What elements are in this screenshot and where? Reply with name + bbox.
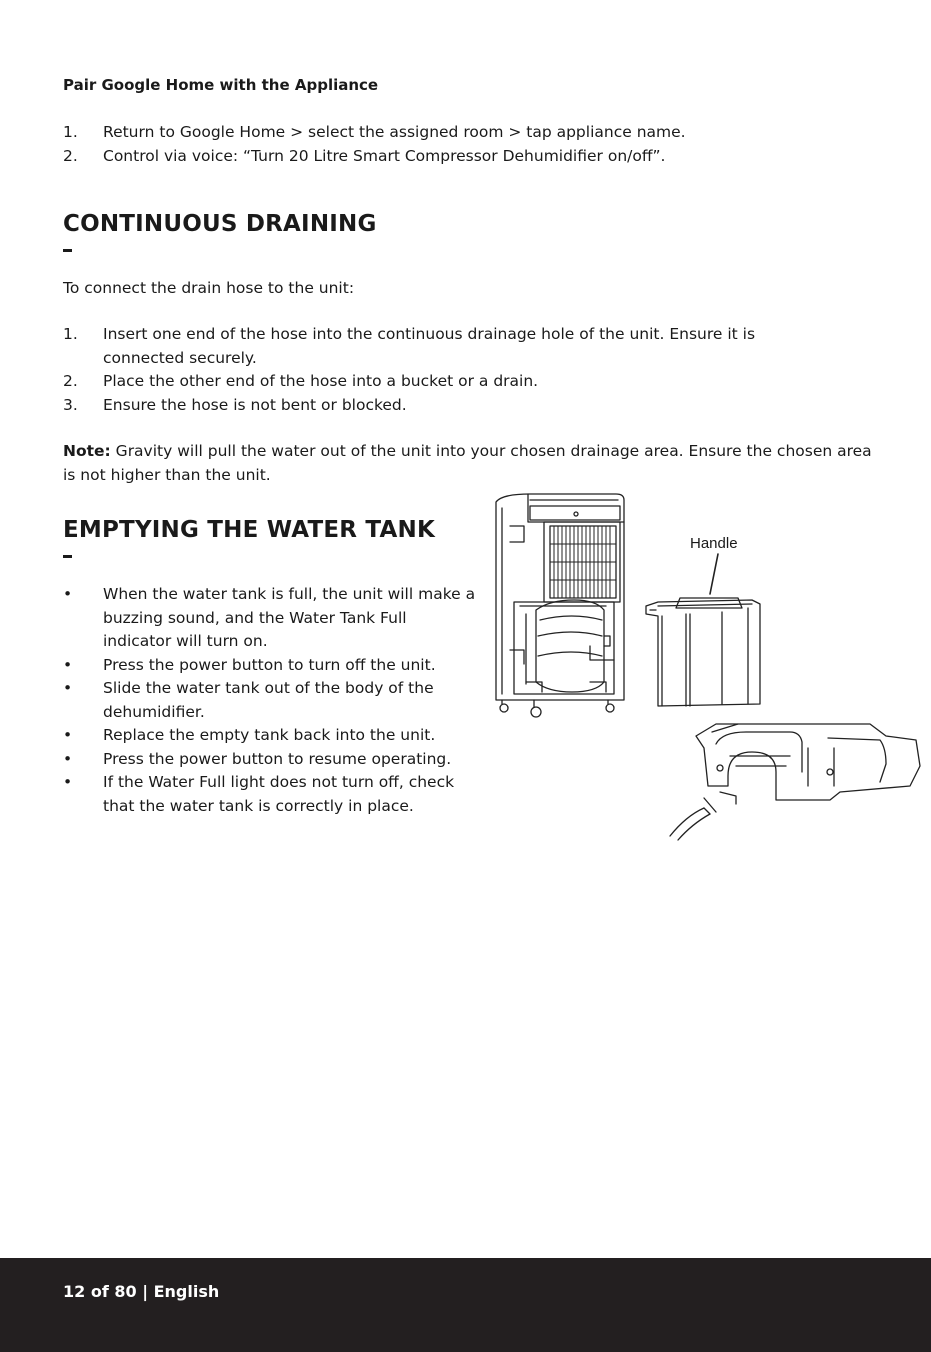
list-item-text: Ensure the hose is not bent or blocked. — [103, 395, 407, 414]
list-item — [63, 654, 479, 678]
bullet-marker: • — [63, 773, 73, 791]
emptying-water-tank-heading: EMPTYING THE WATER TANK — [63, 517, 435, 543]
list-marker: 3. — [63, 395, 78, 414]
list-marker: 2. — [63, 146, 78, 165]
list-item — [63, 121, 686, 145]
list-item-text: When the water tank is full, the unit will make a buzzing sound, and the Water Tank Full indicator will turn on. — [103, 585, 476, 650]
page-footer — [0, 1258, 931, 1352]
list-item — [63, 370, 823, 394]
emptying-bullets-list — [63, 583, 479, 818]
list-item — [63, 583, 479, 654]
bullet-marker: • — [63, 726, 73, 744]
heading-dash-divider — [63, 555, 72, 558]
list-marker: 1. — [63, 325, 78, 343]
list-item-text: Press the power button to resume operating. — [103, 749, 452, 768]
draining-intro: To connect the drain hose to the unit: — [63, 279, 355, 297]
note-text: Gravity will pull the water out of the unit into your chosen drainage area. Ensure the chosen area is not higher than the unit. — [63, 442, 872, 484]
bullet-marker: • — [63, 749, 73, 768]
dehumidifier-unit-drawing — [496, 494, 624, 717]
list-item-text: Slide the water tank out of the body of the dehumidifier. — [103, 679, 434, 721]
list-marker: 1. — [63, 123, 78, 141]
pair-steps-list — [63, 121, 686, 168]
water-tank-drawing — [646, 598, 760, 706]
list-item-text: Control via voice: “Turn 20 Litre Smart Compressor Dehumidifier on/off”. — [103, 146, 666, 165]
pair-google-home-title: Pair Google Home with the Appliance — [63, 76, 379, 94]
list-item-text: Place the other end of the hose into a bucket or a drain. — [103, 372, 539, 390]
list-item-text: Return to Google Home > select the assigned room > tap appliance name. — [103, 123, 686, 141]
bullet-marker: • — [63, 655, 73, 674]
note-label: Note: — [63, 442, 111, 460]
handle-label: Handle — [690, 535, 738, 552]
list-item — [63, 771, 479, 818]
water-tank-illustration — [490, 486, 930, 846]
bullet-marker: • — [63, 585, 73, 603]
list-item-text: Press the power button to turn off the unit. — [103, 655, 436, 674]
continuous-draining-heading: CONTINUOUS DRAINING — [63, 211, 377, 237]
list-item-text: If the Water Full light does not turn off, check that the water tank is correctly in place. — [103, 773, 455, 815]
list-item — [63, 724, 479, 748]
list-item — [63, 323, 823, 370]
list-item — [63, 748, 479, 772]
list-item-text: Insert one end of the hose into the continuous drainage hole of the unit. Ensure it is connected securely. — [103, 325, 756, 367]
list-marker: 2. — [63, 372, 78, 390]
bullet-marker: • — [63, 679, 73, 697]
list-item-text: Replace the empty tank back into the unit. — [103, 726, 436, 744]
list-item — [63, 145, 686, 169]
heading-dash-divider — [63, 249, 72, 252]
list-item — [63, 394, 823, 418]
tank-with-hose-drawing — [670, 724, 920, 840]
list-item — [63, 677, 479, 724]
page-number: 12 of 80 | English — [63, 1282, 220, 1301]
draining-steps-list — [63, 323, 823, 417]
draining-note — [63, 440, 883, 487]
